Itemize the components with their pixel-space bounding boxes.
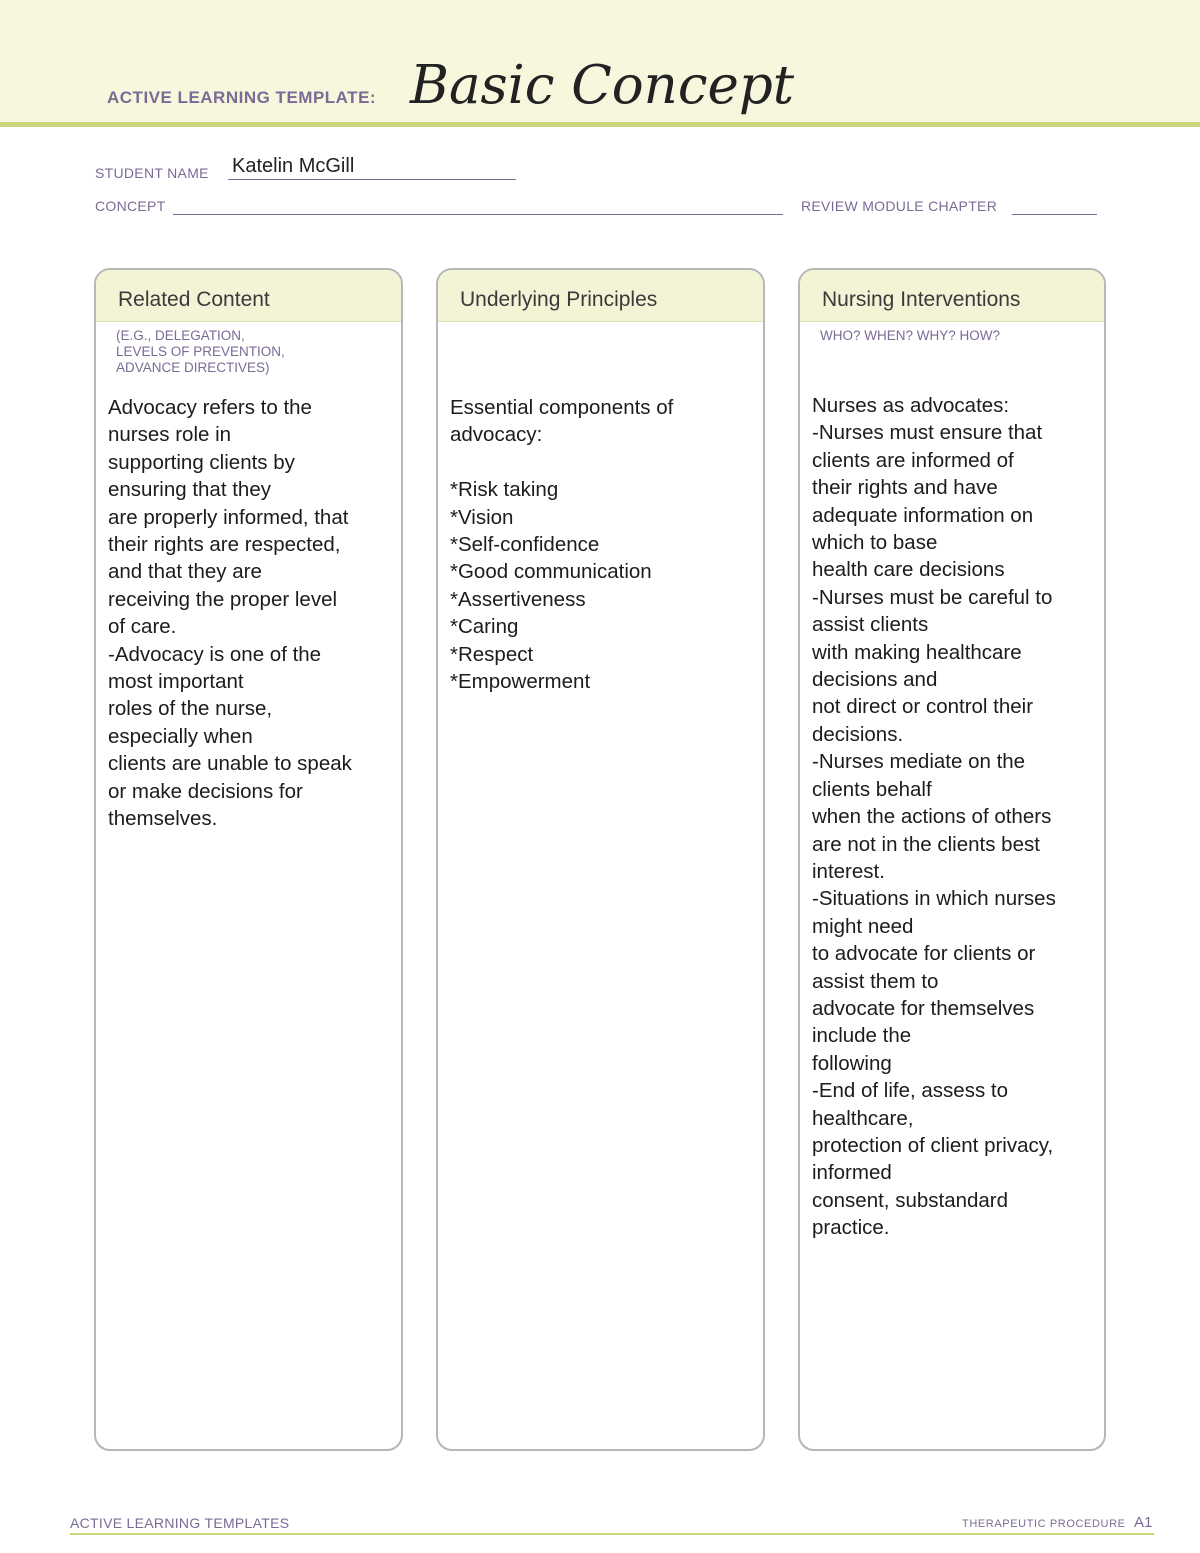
panel-body[interactable]: Essential components of advocacy: *Risk taking *Vision *Self-confidence *Good communication *Assertiveness *Caring *Respect *Empowerment — [450, 396, 674, 694]
panel-title: Related Content — [96, 270, 401, 322]
related-content-panel — [94, 268, 403, 1451]
header-divider — [0, 122, 1200, 127]
student-name-label: STUDENT NAME — [95, 165, 209, 181]
panel-subtitle: WHO? WHEN? WHY? HOW? — [820, 328, 1001, 343]
concept-label: CONCEPT — [95, 198, 166, 214]
footer-right-label: THERAPEUTIC PROCEDURE — [962, 1518, 1126, 1530]
panel-title: Underlying Principles — [438, 270, 763, 322]
panel-subtitle — [438, 322, 763, 328]
nursing-interventions-panel — [798, 268, 1106, 1451]
panel-title: Nursing Interventions — [800, 270, 1104, 322]
student-name-field[interactable]: Katelin McGill — [232, 155, 355, 177]
underlying-principles-panel — [436, 268, 765, 1451]
panel-body[interactable]: Advocacy refers to the nurses role in supporting clients by ensuring that they are properly informed, that their rights are respected, and that they are receiving the proper level of care. -Advocacy is one of the most important roles of the nurse, especially when clients are unable to speak or make decisions for themselves. — [108, 396, 352, 831]
footer-left-label: ACTIVE LEARNING TEMPLATES — [70, 1515, 290, 1531]
concept-field[interactable] — [173, 214, 783, 215]
template-title: Basic Concept — [410, 55, 795, 116]
template-label: ACTIVE LEARNING TEMPLATE: — [107, 88, 377, 107]
page-number: A1 — [1134, 1514, 1153, 1531]
review-module-chapter-field[interactable] — [1012, 214, 1097, 215]
student-name-line — [228, 179, 516, 180]
panel-body[interactable]: Nurses as advocates: -Nurses must ensure that clients are informed of their rights and have adequate information on which to base health care decisions -Nurses must be careful to assist clients with making healthcare decisions and not direct or control their decisions. -Nurses mediate on the clients behalf when the actions of others are not in the clients best interest. -Situations in which nurses might need to advocate for clients or assist them to advocate for themselves include the following -End of life, assess to healthcare, protection of client privacy, informed consent, substandard practice. — [812, 394, 1056, 1240]
review-module-chapter-label: REVIEW MODULE CHAPTER — [801, 198, 998, 214]
footer-divider — [70, 1533, 1154, 1535]
panel-subtitle: (E.G., DELEGATION, LEVELS OF PREVENTION, ADVANCE DIRECTIVES) — [116, 328, 285, 375]
